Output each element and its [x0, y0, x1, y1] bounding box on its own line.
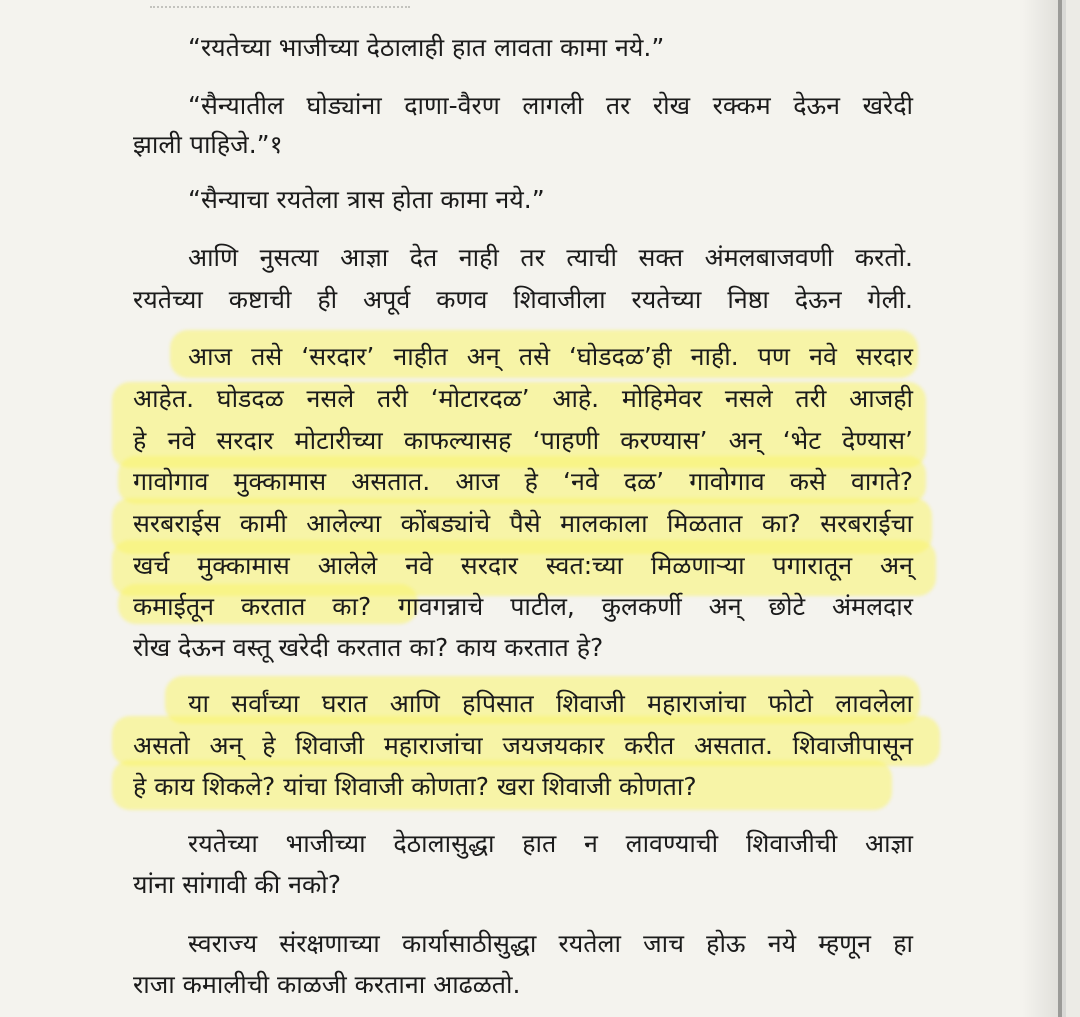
text-line: आज तसे ‘सरदार’ नाहीत अन् तसे ‘घोडदळ’ही नाही. पण नवे सरदार: [188, 342, 913, 371]
text-line: रयतेच्या कष्टाची ही अपूर्व कणव शिवाजीला रयतेच्या निष्ठा देऊन गेली.: [133, 285, 913, 314]
page-edge: [1066, 0, 1080, 1017]
text-line: खर्च मुक्कामास आलेले नवे सरदार स्वत:च्या मिळणाऱ्या पगारातून अन्: [133, 551, 913, 580]
text-line: सरबराईस कामी आलेल्या कोंबड्यांचे पैसे मालकाला मिळतात का? सरबराईचा: [133, 509, 913, 538]
text-line: हे काय शिकले? यांचा शिवाजी कोणता? खरा शिवाजी कोणता?: [133, 772, 697, 801]
text-line: झाली पाहिजे.”१: [133, 130, 283, 159]
text-line: आहेत. घोडदळ नसले तरी ‘मोटारदळ’ आहे. मोहिमेवर नसले तरी आजही: [133, 384, 913, 413]
cut-off-previous-line: [150, 0, 410, 8]
page-shadow: [1022, 0, 1058, 1017]
text-line: “रयतेच्या भाजीच्या देठालाही हात लावता कामा नये.”: [188, 33, 665, 62]
text-line: हे नवे सरदार मोटारीच्या काफल्यासह ‘पाहणी करण्यास’ अन् ‘भेट देण्यास’: [133, 426, 913, 455]
text-line: रयतेच्या भाजीच्या देठालासुद्धा हात न लावण्याची शिवाजीची आज्ञा: [188, 829, 913, 858]
text-line: आणि नुसत्या आज्ञा देत नाही तर त्याची सक्त अंमलबाजवणी करतो.: [188, 243, 913, 272]
text-line: स्वराज्य संरक्षणाच्या कार्यासाठीसुद्धा रयतेला जाच होऊ नये म्हणून हा: [188, 929, 913, 958]
text-line: यांना सांगावी की नको?: [133, 870, 341, 899]
page-edge: [1058, 0, 1062, 1017]
text-line: राजा कमालीची काळजी करताना आढळतो.: [133, 970, 521, 999]
text-line: या सर्वांच्या घरात आणि हपिसात शिवाजी महाराजांचा फोटो लावलेला: [188, 689, 913, 718]
text-line: गावोगाव मुक्कामास असतात. आज हे ‘नवे दळ’ गावोगाव कसे वागते?: [133, 467, 913, 496]
text-line: रोख देऊन वस्तू खरेदी करतात का? काय करतात हे?: [133, 633, 604, 662]
text-line: “सैन्याचा रयतेला त्रास होता कामा नये.”: [188, 185, 545, 214]
text-line: “सैन्यातील घोड्यांना दाणा-वैरण लागली तर रोख रक्कम देऊन खरेदी: [188, 91, 913, 120]
text-line: असतो अन् हे शिवाजी महाराजांचा जयजयकार करीत असतात. शिवाजीपासून: [133, 731, 913, 760]
text-line: कमाईतून करतात का? गावगन्नाचे पाटील, कुलकर्णी अन् छोटे अंमलदार: [133, 592, 913, 621]
